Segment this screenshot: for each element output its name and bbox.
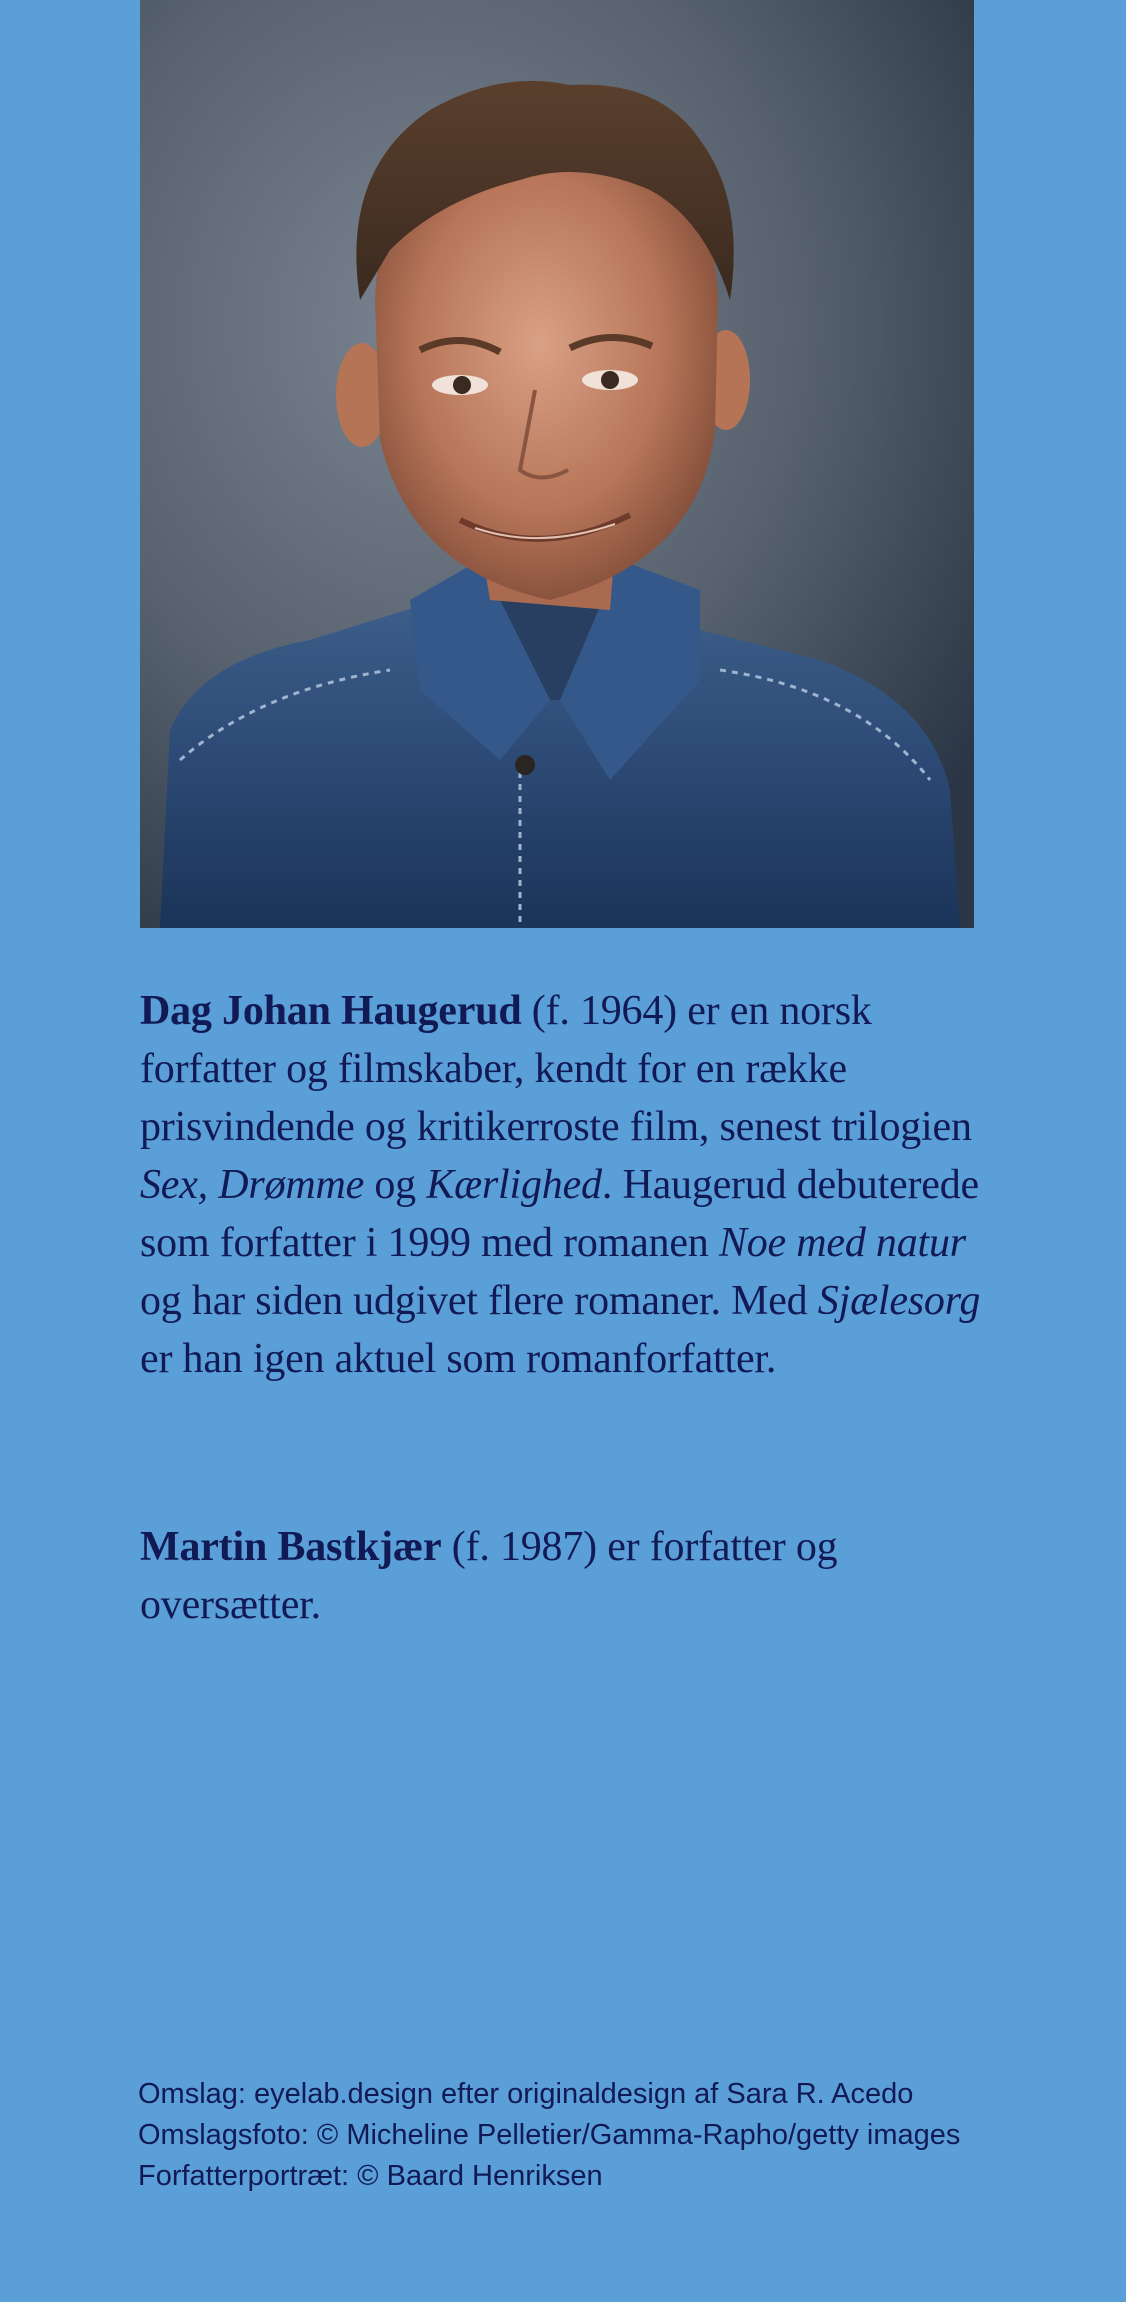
translator-biography xyxy=(140,1518,1000,1634)
cover-photo-credit: Omslagsfoto: © Micheline Pelletier/Gamma-Rapho/getty images xyxy=(138,2119,961,2151)
author-portrait-credit: Forfatterportræt: © Baard Henriksen xyxy=(138,2160,603,2192)
book-title: Sjælesorg xyxy=(817,1278,981,1324)
film-title-kaerlighed: Kærlighed xyxy=(426,1162,602,1208)
author-bio-text: og har siden udgivet flere romaner. Med xyxy=(140,1278,818,1324)
author-bio-text: og xyxy=(364,1162,427,1208)
translator-bio-text: (f. 1987) er forfatter og oversætter. xyxy=(140,1524,838,1628)
translator-name: Martin Bastkjær xyxy=(140,1524,442,1570)
novel-title: Noe med natur xyxy=(718,1220,966,1266)
cover-credit: Omslag: eyelab.design efter originaldesign af Sara R. Acedo xyxy=(138,2078,914,2110)
author-bio-text xyxy=(208,1162,218,1208)
author-bio-text: . Haugerud debuterede som forfatter i 1999 med romanen xyxy=(140,1162,979,1266)
author-name: Dag Johan Haugerud xyxy=(140,988,522,1034)
film-title-dromme: Drømme xyxy=(218,1162,365,1208)
author-biography xyxy=(140,982,1000,1388)
author-portrait-illustration xyxy=(140,0,974,928)
image-credits xyxy=(138,2074,998,2197)
film-title-sex: Sex, xyxy=(140,1162,208,1208)
author-portrait-image xyxy=(140,0,974,928)
author-bio-text: er han igen aktuel som romanforfatter. xyxy=(140,1336,777,1382)
author-bio-text: (f. 1964) er en norsk forfatter og filmskaber, kendt for en række prisvindende og kritikerroste film, senest trilogien xyxy=(140,988,972,1150)
